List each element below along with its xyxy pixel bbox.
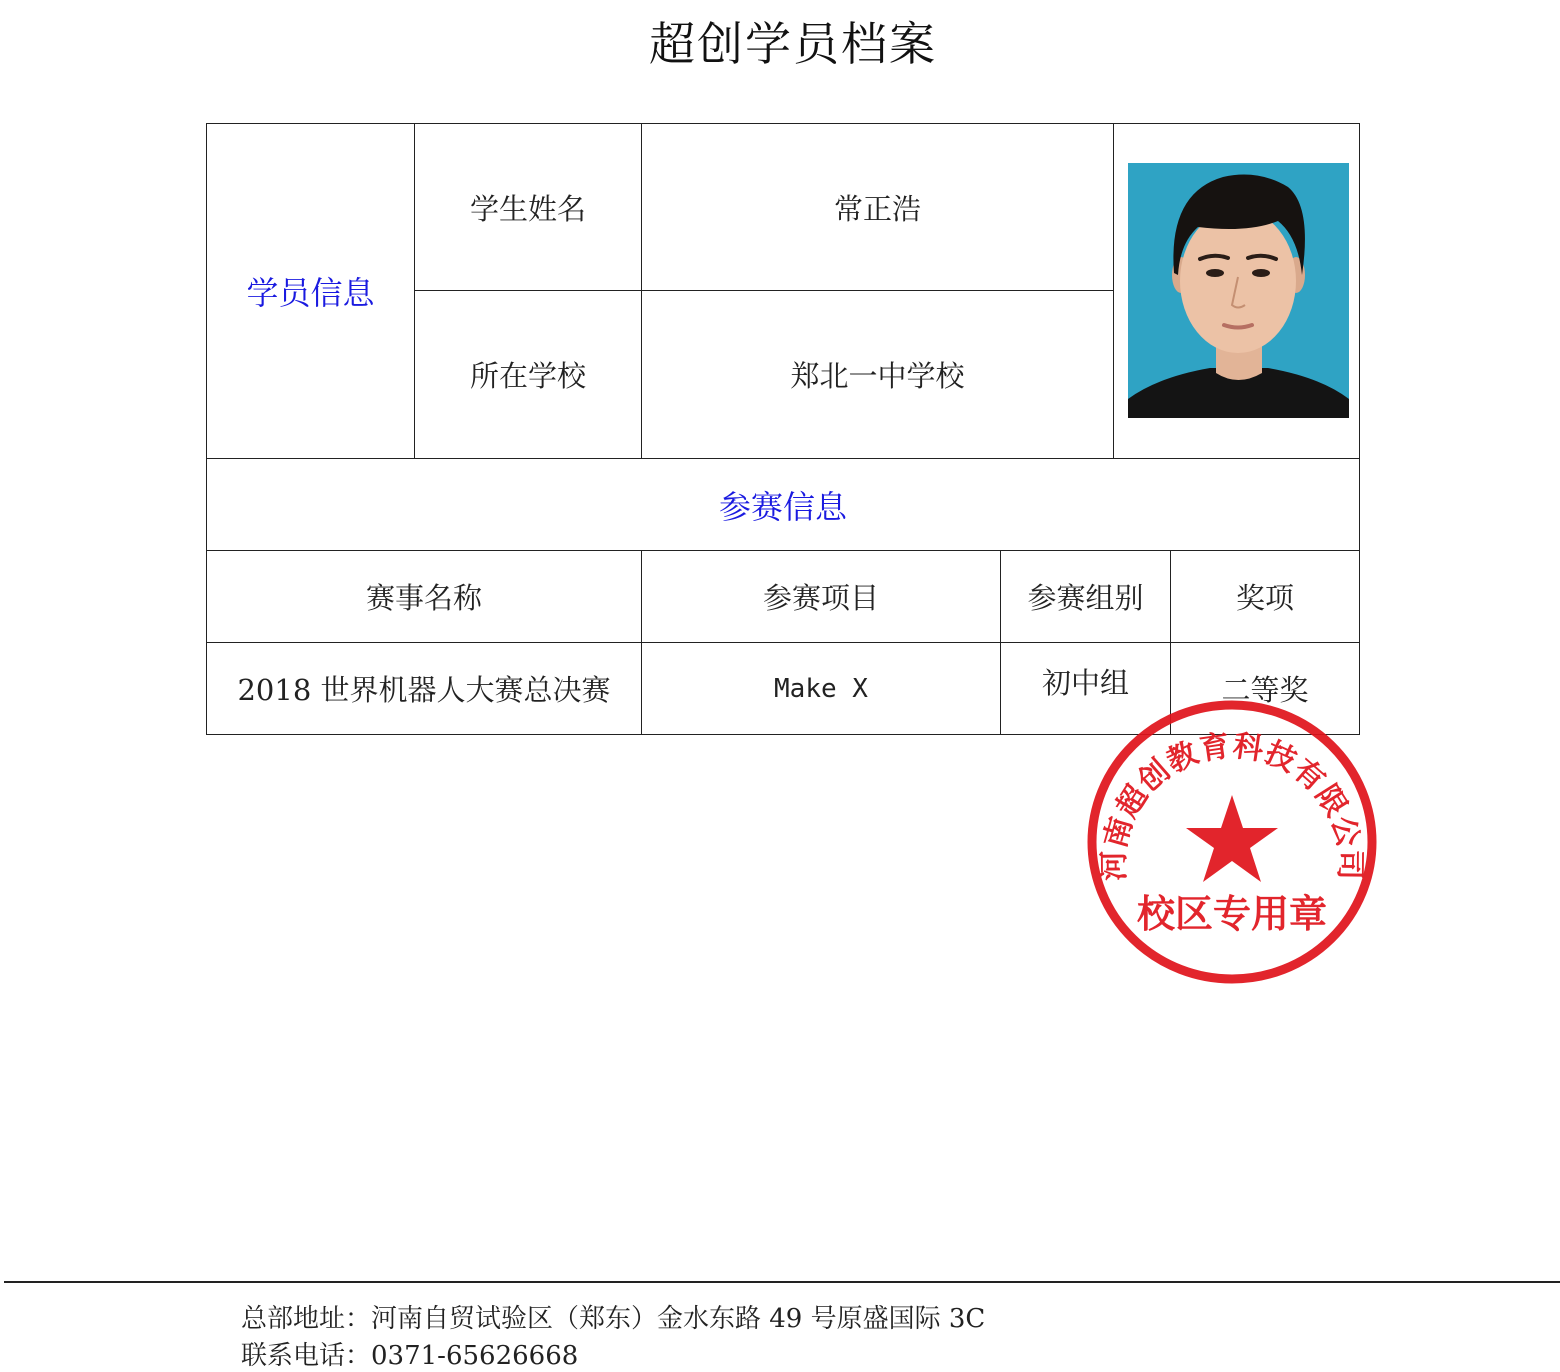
footer-phone: 联系电话：0371-65626668 bbox=[241, 1341, 579, 1371]
student-name-label: 学生姓名 bbox=[469, 191, 586, 226]
student-portrait-icon bbox=[1128, 163, 1349, 418]
official-seal bbox=[1082, 695, 1382, 990]
school-value: 郑北一中学校 bbox=[790, 359, 965, 393]
footer-address: 总部地址：河南自贸试验区（郑东）金水东路 49 号原盛国际 3C bbox=[241, 1304, 986, 1334]
header-event-name: 赛事名称 bbox=[365, 581, 482, 615]
seal-purpose-text: 校区专用章 bbox=[1136, 892, 1328, 936]
seal-org-text: 河南超创教育科技有限公司 bbox=[1096, 728, 1368, 882]
student-photo bbox=[1128, 163, 1349, 418]
row-event-project: Make X bbox=[774, 673, 868, 704]
header-event-project: 参赛项目 bbox=[762, 581, 879, 615]
row-event-name: 2018 世界机器人大赛总决赛 bbox=[237, 673, 611, 707]
header-award: 奖项 bbox=[1235, 581, 1294, 615]
table-border-right bbox=[1359, 123, 1360, 735]
footer-divider bbox=[4, 1281, 1560, 1283]
seal-graphic bbox=[1082, 695, 1382, 990]
student-name-value: 常正浩 bbox=[833, 191, 921, 226]
header-event-group: 参赛组别 bbox=[1027, 581, 1144, 615]
row-event-group: 初中组 bbox=[1041, 666, 1129, 700]
star-icon bbox=[1186, 795, 1278, 882]
document-title: 超创学员档案 bbox=[649, 17, 937, 71]
student-info-label: 学员信息 bbox=[246, 274, 375, 312]
table-divider-photo bbox=[1113, 123, 1114, 458]
row-award: 二等奖 bbox=[1221, 673, 1309, 707]
competition-info-label: 参赛信息 bbox=[718, 487, 847, 526]
school-label: 所在学校 bbox=[469, 359, 586, 393]
